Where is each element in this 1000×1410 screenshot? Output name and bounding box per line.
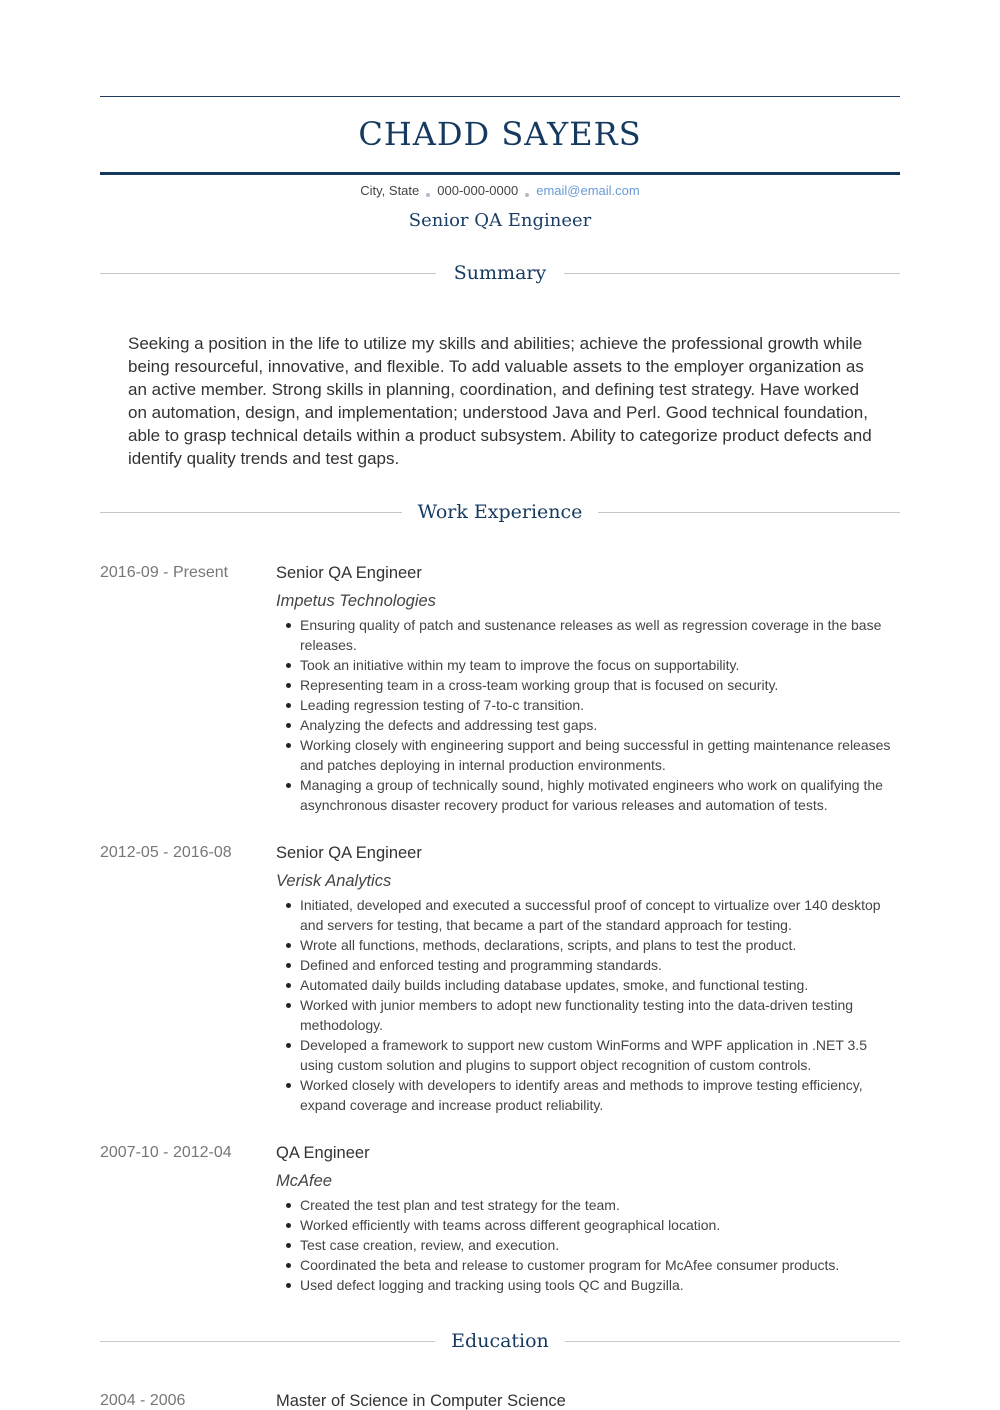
header-bottom-rule [100,172,900,175]
location-text: City, State [360,183,420,198]
job-bullet-list [300,1195,900,1295]
section-divider [565,1341,900,1342]
job-company: Verisk Analytics [276,872,392,890]
list-item: Worked efficiently with teams across different geographical location. [300,1215,900,1235]
job-company: Impetus Technologies [276,592,436,610]
list-item: Analyzing the defects and addressing test gaps. [300,715,900,735]
job-dates: 2016-09 - Present [100,564,229,581]
list-item: Defined and enforced testing and programming standards. [300,955,900,975]
work-section-heading [100,499,900,525]
education-heading-text: Education [451,1330,549,1352]
list-item: Automated daily builds including database updates, smoke, and functional testing. [300,975,900,995]
list-item: Developed a framework to support new custom WinForms and WPF application in .NET 3.5 using custom solution and plugins to support object recognition of custom controls. [300,1035,900,1075]
job-dates: 2012-05 - 2016-08 [100,844,232,861]
list-item: Working closely with engineering support and being successful in getting maintenance releases and patches deploying in internal production environments. [300,735,900,775]
phone-text: 000-000-0000 [437,183,519,198]
section-divider [598,512,900,513]
job-bullet-list [300,895,900,1115]
job-company: McAfee [276,1172,332,1190]
summary-heading-text: Summary [453,262,547,284]
list-item: Ensuring quality of patch and sustenance releases as well as regression coverage in the base releases. [300,615,900,655]
list-item: Initiated, developed and executed a successful proof of concept to virtualize over 140 desktop and servers for testing, that became a part of the standard approach for testing. [300,895,900,935]
list-item: Representing team in a cross-team working group that is focused on security. [300,675,900,695]
contact-line [100,182,900,200]
separator-dot-icon [525,193,529,197]
list-item: Took an initiative within my team to improve the focus on supportability. [300,655,900,675]
resume-page [100,0,900,1410]
work-heading-text: Work Experience [417,501,583,523]
list-item: Managing a group of technically sound, highly motivated engineers who work on qualifying the asynchronous disaster recovery product for various releases and automation of tests. [300,775,900,815]
separator-dot-icon [426,193,430,197]
summary-paragraph: Seeking a position in the life to utilize my skills and abilities; achieve the professional growth while being resourceful, innovative, and flexible. To add valuable assets to the employer organization as an active member. Strong skills in planning, coordination, and defining test strategy. Have worked on automation, design, and implementation; understood Java and Perl. Good technical foundation, able to grasp technical details within a product subsystem. Ability to categorize product defects and identify quality trends and test gaps. [128,334,872,468]
headline-title: Senior QA Engineer [408,210,592,231]
list-item: Wrote all functions, methods, declarations, scripts, and plans to test the product. [300,935,900,955]
job-role: Senior QA Engineer [276,844,422,862]
header-top-rule [100,96,900,97]
list-item: Used defect logging and tracking using tools QC and Bugzilla. [300,1275,900,1295]
list-item: Worked closely with developers to identify areas and methods to improve testing efficiency, expand coverage and increase product reliability. [300,1075,900,1115]
list-item: Coordinated the beta and release to customer program for McAfee consumer products. [300,1255,900,1275]
list-item: Test case creation, review, and execution. [300,1235,900,1255]
job-role: Senior QA Engineer [276,564,422,582]
job-role: QA Engineer [276,1144,370,1162]
email-link[interactable]: email@email.com [536,183,640,198]
summary-section-heading [100,260,900,286]
list-item: Created the test plan and test strategy for the team. [300,1195,900,1215]
candidate-name: CHADD SAYERS [358,115,642,153]
education-dates: 2004 - 2006 [100,1392,186,1409]
job-bullet-list [300,615,900,815]
list-item: Worked with junior members to adopt new functionality testing into the data-driven testing methodology. [300,995,900,1035]
education-section-heading [100,1328,900,1354]
list-item: Leading regression testing of 7-to-c transition. [300,695,900,715]
section-divider [564,273,900,274]
job-dates: 2007-10 - 2012-04 [100,1144,232,1161]
education-degree: Master of Science in Computer Science [276,1392,566,1410]
